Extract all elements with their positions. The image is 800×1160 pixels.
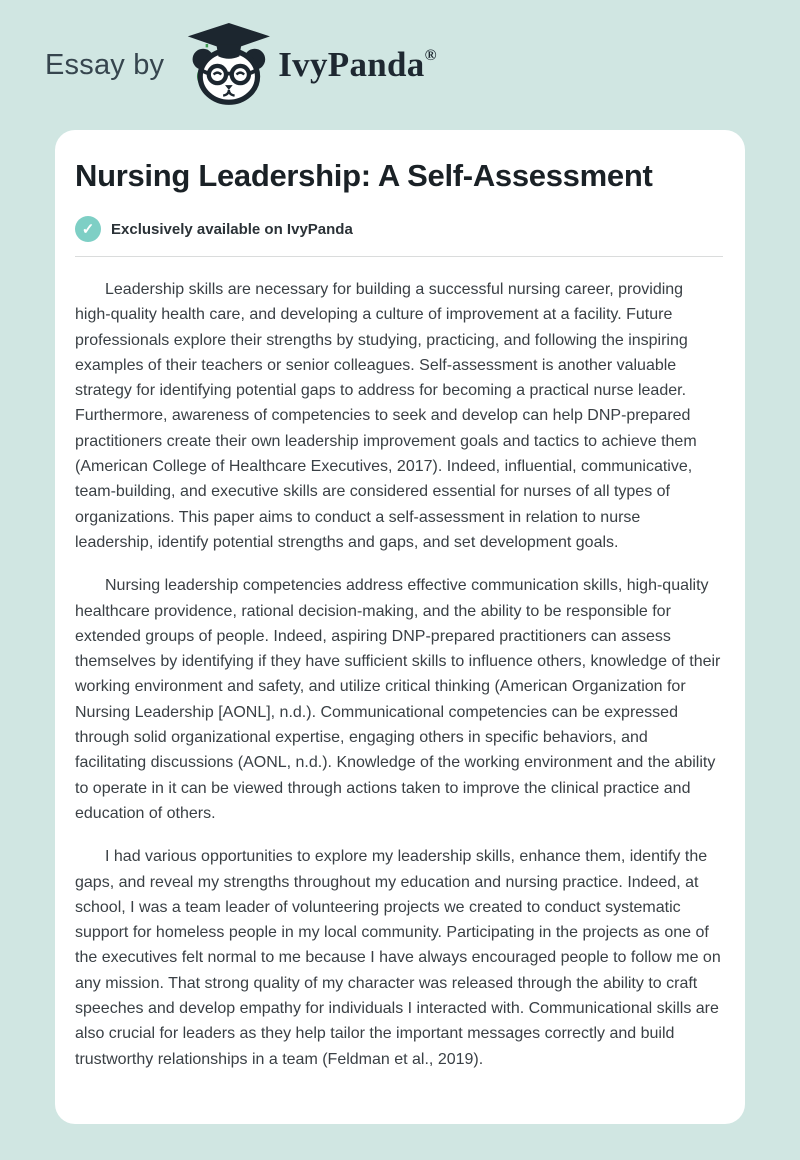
essay-paragraph-3: I had various opportunities to explore my leadership skills, enhance them, identify the gaps, and reveal my strengths throughout my education and nursing practice. Indeed, at school, I was a team leader of volunteering projects we created to conduct systematic support for homeless people in my local community. Participating in the projects as one of the executives felt normal to me because I have always encouraged people to follow me on any mission. That strong quality of my character was released through the ability to craft speeches and develop empathy for individuals I interacted with. Communicational skills are also crucial for leaders as they help tailor the important messages correctly and build trustworthy relationships in a team (Feldman et al., 2019). xyxy=(75,848,721,1068)
availability-badge xyxy=(75,216,723,242)
availability-label: Exclusively available on IvyPanda xyxy=(111,220,353,238)
divider xyxy=(75,256,723,257)
registered-mark: ® xyxy=(424,47,437,64)
essay-by-label: Essay by xyxy=(45,48,165,81)
essay-paragraph-1: Leadership skills are necessary for building a successful nursing career, providing high-quality health care, and developing a culture of improvement at a facility. Future professionals explore their strengths by studying, practicing, and following the inspiring examples of their teachers or senior colleagues. Self-assessment is another valuable strategy for identifying potential gaps to address for becoming a practical nurse leader. Furthermore, awareness of competencies to seek and develop can help DNP-prepared practitioners create their own leadership improvement goals and tactics to achieve them (American College of Healthcare Executives, 2017). Indeed, influential, communicative, team-building, and executive skills are considered essential for nurses of all types of organizations. This paper aims to conduct a self-assessment in relation to nurse leadership, identify potential strengths and gaps, and set development goals. xyxy=(75,281,697,551)
essay-paragraph-2: Nursing leadership competencies address effective communication skills, high-quality healthcare providence, rational decision-making, and the ability to be responsible for extended groups of people. Indeed, aspiring DNP-prepared practitioners can assess themselves by identifying if they have sufficient skills to influence others, knowledge of their working environment and safety, and utilize critical thinking (American Organization for Nursing Leadership [AONL], n.d.). Communicational competencies can be expressed through solid organizational expertise, engaging others in specific behaviors, and facilitating discussions (AONL, n.d.). Knowledge of the working environment and the ability to operate in it can be viewed through actions taken to improve the clinical practice and education of others. xyxy=(75,577,721,822)
ivypanda-wordmark: IvyPanda® xyxy=(278,45,437,84)
check-icon: ✓ xyxy=(75,216,101,242)
ivypanda-brand-link[interactable] xyxy=(178,22,437,108)
essay-card xyxy=(55,130,745,1124)
page-header xyxy=(0,0,800,130)
essay-title: Nursing Leadership: A Self-Assessment xyxy=(75,158,653,193)
essay-body xyxy=(75,277,723,1072)
ivypanda-panda-logo-icon xyxy=(178,22,274,108)
